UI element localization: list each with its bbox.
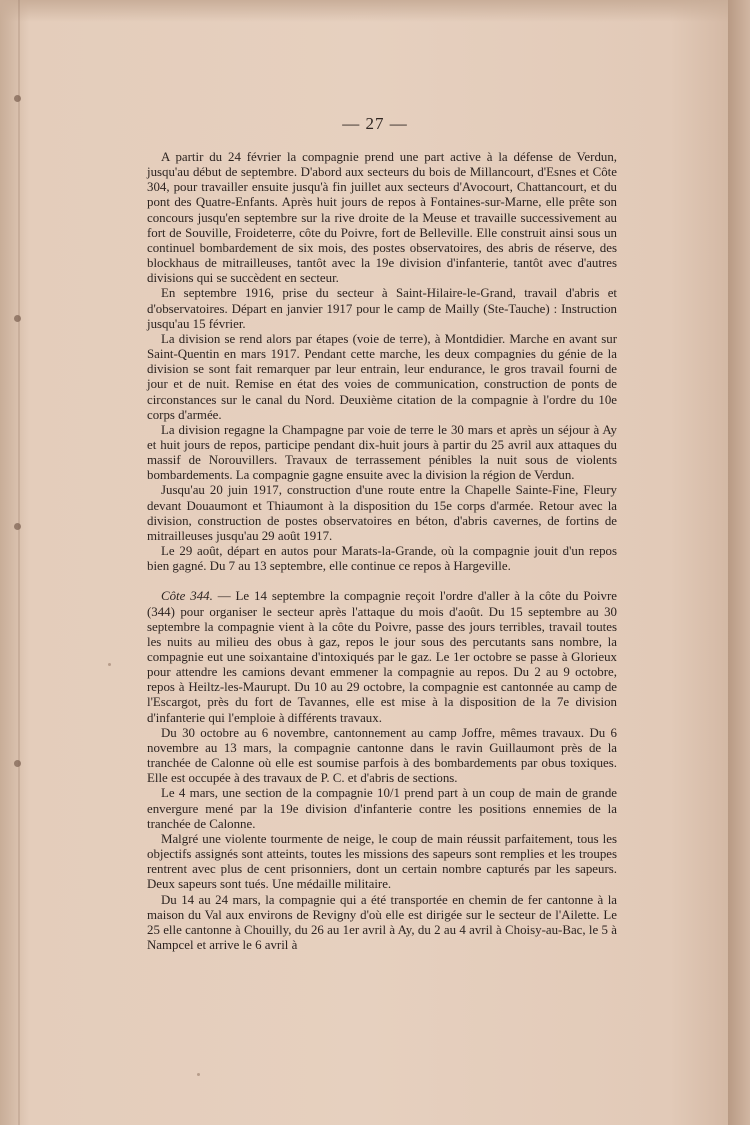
- paragraph: La division se rend alors par étapes (voie de terre), à Montdidier. Marche en avant sur Saint-Quentin en mars 1917. Pendant cette marche, les deux compagnies du génie de la division se sont fait remarquer par leur entrain, leur endurance, le gros travail fourni de jour et de nuit. Remise en état des voies de communication, construction de ponts de circonstances sur le canal du Nord. Deuxième citation de la compagnie à l'ordre du 10e corps d'armée.: [147, 331, 617, 422]
- paragraph-cote-344: [147, 589, 617, 725]
- page-fold: [18, 0, 20, 1125]
- paper-speck: [197, 1073, 200, 1076]
- body-text: [147, 150, 617, 953]
- paragraph: Le 29 août, départ en autos pour Marats-la-Grande, où la compagnie jouit d'un repos bien gagné. Du 7 au 13 septembre, elle continue ce repos à Hargeville.: [147, 544, 617, 574]
- paragraph: A partir du 24 février la compagnie prend une part active à la défense de Verdun, jusqu'au début de septembre. D'abord aux secteurs du bois de Millancourt, d'Esnes et Côte 304, pour travailler ensuite jusqu'à fin juillet aux secteurs d'Avocourt, Chattancourt, et du pont des Quatre-Enfants. Après huit jours de repos à Fontaines-sur-Marne, elle prête son concours jusqu'en septembre sur la rive droite de la Meuse et travaille successivement au fort de Souville, Froideterre, côte du Poivre, fort de Belleville. Elle construit ainsi sous un continuel bombardement de six mois, des postes observatoires, des abris de réserve, des blockhaus de mitrailleuses, tantôt avec la 19e division d'infanterie, tantôt avec d'autres divisions qui se succèdent en secteur.: [147, 150, 617, 286]
- paragraph: En septembre 1916, prise du secteur à Saint-Hilaire-le-Grand, travail d'abris et d'observatoires. Départ en janvier 1917 pour le camp de Mailly (Ste-Tauche) : Instruction jusqu'au 15 février.: [147, 286, 617, 331]
- binding-hole: [14, 95, 21, 102]
- binding-hole: [14, 315, 21, 322]
- paragraph: Jusqu'au 20 juin 1917, construction d'une route entre la Chapelle Sainte-Fine, Fleury devant Douaumont et Thiaumont à la disposition du 15e corps d'armée. Retour avec la division, construction de postes observatoires en béton, d'abris cavernes, de fortins de mitrailleuses jusqu'au 29 août 1917.: [147, 483, 617, 543]
- next-page-edge: [728, 0, 750, 1125]
- paragraph-text: — Le 14 septembre la compagnie reçoit l'ordre d'aller à la côte du Poivre (344) pour organiser le secteur après l'attaque du mois d'août. Du 15 septembre au 30 septembre la compagnie vient à la côte du Poivre, passe des jours terribles, travail toutes les nuits au milieu des obus à gaz, repos le jour sous des percutants sans nombre, la compagnie eut une soixantaine d'intoxiqués par le gaz. Le 1er octobre se passe à Glorieux pour attendre les camions devant emmener la compagnie au repos. Du 2 au 9 octobre, repos à Heiltz-les-Maurupt. Du 10 au 29 octobre, la compagnie est cantonnée au camp de l'Escargot, près du fort de Tavannes, elle est mise à la disposition de la 7e division d'infanterie qui l'emploie à différents travaux.: [147, 589, 617, 725]
- paragraph: Malgré une violente tourmente de neige, le coup de main réussit parfaitement, tous les objectifs assignés sont atteints, toutes les missions des sapeurs sont remplies et les troupes rentrent avec plus de cent prisonniers, dont un certain nombre capturés par les sapeurs. Deux sapeurs sont tués. Une médaille militaire.: [147, 831, 617, 892]
- paragraph: La division regagne la Champagne par voie de terre le 30 mars et après un séjour à Ay et huit jours de repos, participe pendant dix-huit jours à partir du 25 avril aux attaques du massif de Norouvillers. Travaux de terrassement pénibles la nuit sous de violents bombardements. La compagnie gagne ensuite avec la division la région de Verdun.: [147, 422, 617, 483]
- paragraph: Du 30 octobre au 6 novembre, cantonnement au camp Joffre, mêmes travaux. Du 6 novembre au 13 mars, la compagnie cantonne dans le ravin Guillaumont près de la tranchée de Calonne où elle est soumise parfois à des bombardements par obus toxiques. Elle est occupée à des travaux de P. C. et d'abris de sections.: [147, 725, 617, 786]
- section-lead: Côte 344.: [161, 589, 213, 604]
- page-top-shadow: [0, 0, 728, 22]
- page-number: — 27 —: [342, 114, 408, 133]
- paragraph: Le 4 mars, une section de la compagnie 10/1 prend part à un coup de main de grande envergure mené par la 19e division d'infanterie contre les positions ennemies de la tranchée de Calonne.: [147, 786, 617, 831]
- binding-hole: [14, 760, 21, 767]
- paragraph: Du 14 au 24 mars, la compagnie qui a été transportée en chemin de fer cantonne à la maison du Val aux environs de Revigny d'où elle est dirigée sur le secteur de l'Ailette. Le 25 elle cantonne à Chouilly, du 26 au 1er avril à Ay, du 2 au 4 avril à Choisy-au-Bac, le 5 à Nampcel et arrive le 6 avril à: [147, 892, 617, 952]
- binding-hole: [14, 523, 21, 530]
- paper-speck: [108, 663, 111, 666]
